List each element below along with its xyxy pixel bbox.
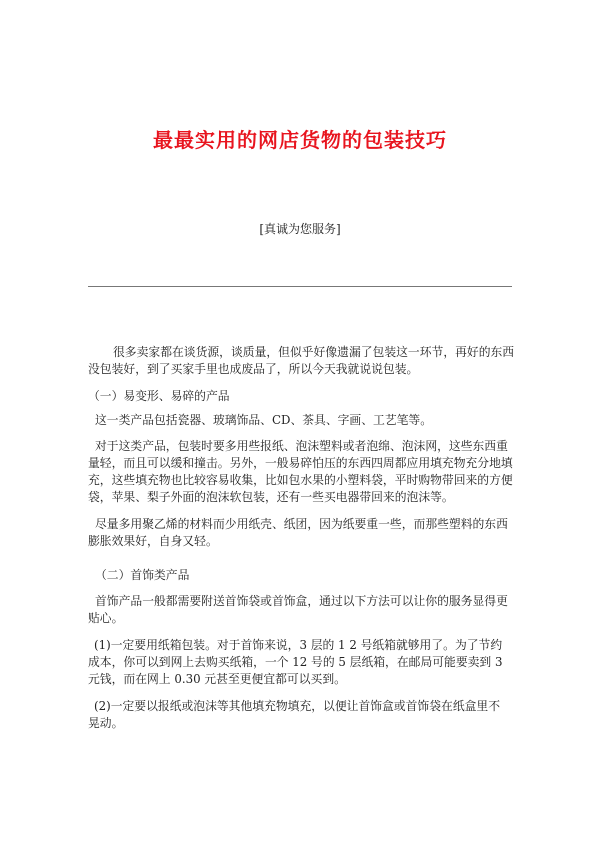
text-line: 膨胀效果好，自身又轻。 bbox=[88, 534, 218, 548]
text-line: (1)一定要用纸箱包装。对于首饰来说，3 层的 1 2 号纸箱就够用了。为了节约 bbox=[94, 638, 503, 652]
text-line: 没包装好，到了买家手里也成废品了，所以今天我就说说包装。 bbox=[88, 362, 419, 376]
text-line: 尽量多用聚乙烯的材料而少用纸壳、纸团，因为纸要重一些，而那些塑料的东西 bbox=[95, 517, 508, 531]
text-line: 量轻，而且可以缓和撞击。另外，一般易碎怕压的东西四周都应用填充物充分地填 bbox=[88, 456, 513, 470]
document-subtitle: [真诚为您服务] bbox=[259, 222, 341, 236]
horizontal-divider bbox=[88, 286, 512, 287]
text-line: 元钱，而在网上 0.30 元甚至更便宜都可以买到。 bbox=[88, 672, 346, 686]
section-heading-jewelry: （二）首饰类产品 bbox=[95, 568, 190, 582]
text-line: 晃动。 bbox=[88, 716, 124, 730]
text-line: 很多卖家都在谈货源，谈质量，但似乎好像遗漏了包装这一环节，再好的东西 bbox=[113, 345, 515, 359]
text-line: 这一类产品包括瓷器、玻璃饰品、CD、茶具、字画、工艺笔等。 bbox=[95, 413, 433, 427]
text-line: 贴心。 bbox=[88, 611, 124, 625]
text-line: 首饰产品一般都需要附送首饰袋或首饰盒，通过以下方法可以让你的服务显得更 bbox=[95, 594, 508, 608]
text-line: 袋，苹果、梨子外面的泡沫软包装，还有一些买电器带回来的泡沫等。 bbox=[88, 490, 454, 504]
text-line: (2)一定要以报纸或泡沫等其他填充物填充，以便让首饰盒或首饰袋在纸盒里不 bbox=[94, 699, 501, 713]
section-heading-fragile: （一）易变形、易碎的产品 bbox=[88, 389, 230, 403]
text-line: 对于这类产品，包装时要多用些报纸、泡沫塑料或者泡绵、泡沫网，这些东西重 bbox=[95, 439, 508, 453]
document-title: 最最实用的网店货物的包装技巧 bbox=[153, 128, 447, 152]
text-line: 充，这些填充物也比较容易收集，比如包水果的小塑料袋，平时购物带回来的方便 bbox=[88, 473, 513, 487]
text-line: 成本，你可以到网上去购买纸箱，一个 12 号的 5 层纸箱，在邮局可能要卖到 3 bbox=[88, 655, 503, 669]
